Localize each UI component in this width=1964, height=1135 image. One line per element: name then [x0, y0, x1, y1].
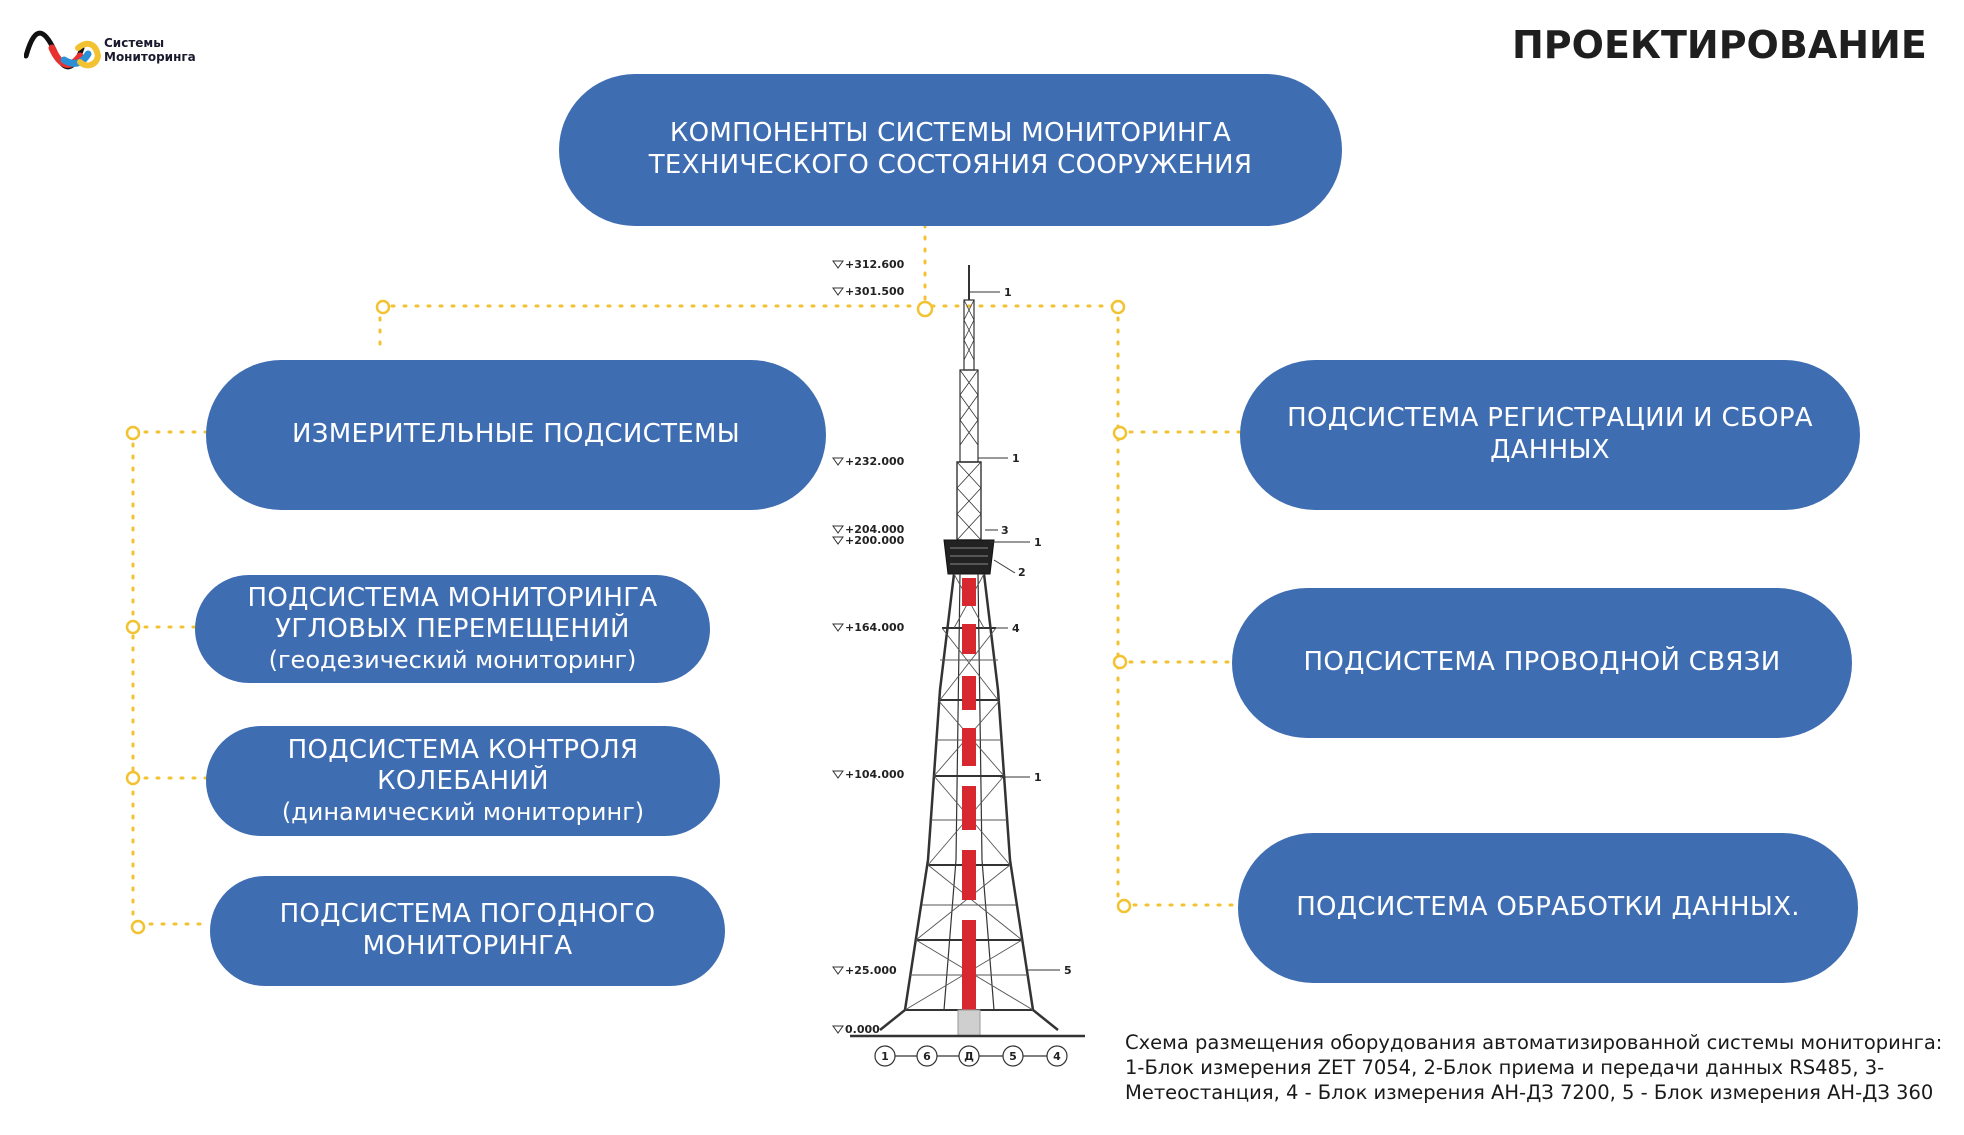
elevation-label: +200.000: [845, 534, 905, 547]
callout-number: 3: [1001, 524, 1009, 537]
page-title: ПРОЕКТИРОВАНИЕ: [1512, 23, 1927, 67]
elevation-label: +104.000: [845, 768, 905, 781]
diagram-caption: Схема размещения оборудования автоматизированной системы мониторинга: 1-Блок измерения ZET 7054, 2-Блок приема и передачи данных RS485, 3-Метеостанция, 4 - Блок измерения АН-ДЗ 7200, 5 - Блок измерения АН-ДЗ 360: [1125, 1031, 1943, 1104]
elevation-label: +301.500: [845, 285, 905, 298]
box-weather-monitoring: [210, 876, 725, 986]
elevation-label: +232.000: [845, 455, 905, 468]
box-measuring-label: ИЗМЕРИТЕЛЬНЫЕ ПОДСИСТЕМЫ: [292, 419, 740, 450]
callout-number: 5: [1064, 964, 1072, 977]
elevation-label: +204.000: [845, 523, 905, 536]
box-angular-monitoring: [195, 575, 710, 683]
callout-number: 4: [1012, 622, 1020, 635]
top-box-label: КОМПОНЕНТЫ СИСТЕМЫ МОНИТОРИНГА ТЕХНИЧЕСКОГО СОСТОЯНИЯ СООРУЖЕНИЯ: [648, 118, 1253, 180]
box-angular-sub: (геодезический мониторинг): [268, 646, 637, 675]
box-weather-title: ПОДСИСТЕМА ПОГОДНОГО МОНИТОРИНГА: [279, 899, 656, 961]
logo-line2: Мониторинга: [104, 50, 196, 64]
box-registration-title: ПОДСИСТЕМА РЕГИСТРАЦИИ И СБОРА ДАННЫХ: [1287, 403, 1813, 465]
box-wired-title: ПОДСИСТЕМА ПРОВОДНОЙ СВЯЗИ: [1303, 647, 1781, 678]
tower-red-shaft: [962, 578, 976, 1010]
callout-number: 1: [1012, 452, 1020, 465]
axis-label: 4: [1053, 1050, 1061, 1063]
box-vibration-control: [206, 726, 720, 836]
box-vibration-title: ПОДСИСТЕМА КОНТРОЛЯ КОЛЕБАНИЙ: [287, 734, 639, 797]
box-processing-title: ПОДСИСТЕМА ОБРАБОТКИ ДАННЫХ.: [1296, 892, 1800, 923]
box-data-registration: [1240, 360, 1860, 510]
box-data-processing: [1238, 833, 1858, 983]
elevation-label: 0.000: [845, 1023, 880, 1036]
callout-number: 2: [1018, 566, 1026, 579]
callout-number: 1: [1034, 771, 1042, 784]
logo-line1: Системы: [104, 36, 165, 50]
axis-label: 1: [881, 1050, 889, 1063]
box-measuring-subsystems: [206, 360, 826, 510]
axis-label: Д: [964, 1050, 974, 1063]
tower-drawing: [833, 261, 1085, 1066]
elevation-label: +312.600: [845, 258, 905, 271]
callout-number: 1: [1004, 286, 1012, 299]
axis-label: 6: [923, 1050, 931, 1063]
callout-number: 1: [1034, 536, 1042, 549]
box-angular-title: ПОДСИСТЕМА МОНИТОРИНГА УГЛОВЫХ ПЕРЕМЕЩЕНИЙ: [247, 582, 658, 645]
box-wired-communication: [1232, 588, 1852, 738]
elevation-label: +25.000: [845, 964, 897, 977]
axis-label: 5: [1009, 1050, 1017, 1063]
top-box-components: [559, 74, 1342, 226]
box-vibration-sub: (динамический мониторинг): [281, 798, 645, 827]
elevation-label: +164.000: [845, 621, 905, 634]
